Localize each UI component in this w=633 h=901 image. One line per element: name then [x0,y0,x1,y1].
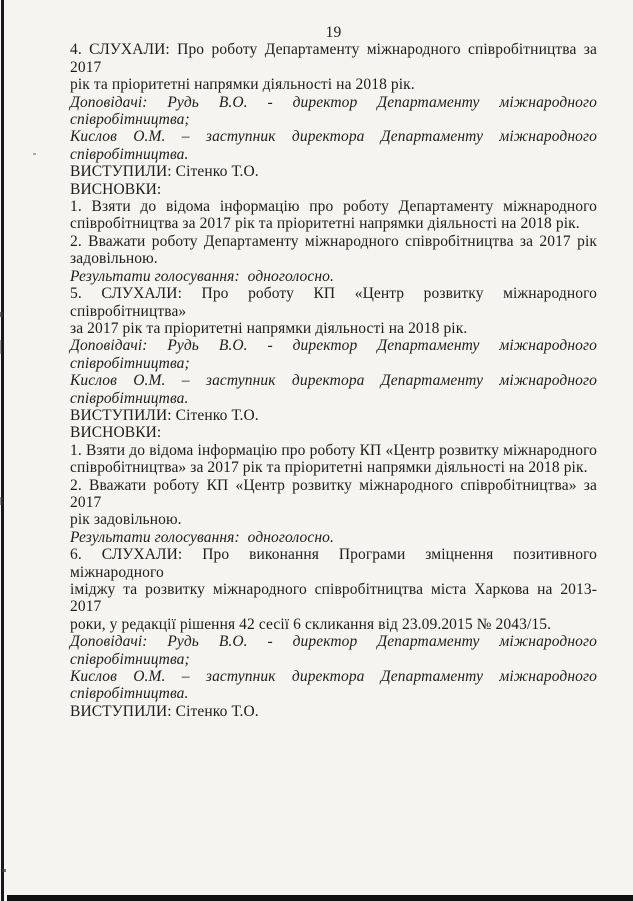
item4-spoke: ВИСТУПИЛИ: Сітенко Т.О. [70,163,259,181]
text-line: співробітництва за 2017 рік та пріоритетні напрямки діяльності на 2018 рік. [70,215,580,233]
text-line: співробітництва» за 2017 рік та пріоритетні напрямки діяльності на 2018 рік. [70,459,588,477]
text-line: 1. Взяти до відома інформацію про роботу КП «Центр розвитку міжнародного [70,441,597,459]
page-number: 19 [325,24,342,41]
item4-conclusions-label: ВИСНОВКИ: [70,180,162,198]
text-line: співробітництва; [70,111,190,129]
text-line: за 2017 рік та пріоритетні напрямки діяльності на 2018 рік. [70,319,468,337]
text-line: Доповідачі: Рудь В.О. - директор Департаменту міжнародного [70,633,597,651]
scan-speck [2,869,6,872]
text-line: задовільною. [70,250,158,268]
text-line: 5. СЛУХАЛИ: Про роботу КП «Центр розвитку міжнародного співробітництва» [70,285,597,320]
text-line: Доповідачі: Рудь В.О. - директор Департаменту міжнародного [70,337,597,355]
item4-speakers [70,94,597,164]
text-line: Доповідачі: Рудь В.О. - директор Департаменту міжнародного [70,93,597,111]
text-line: Кислов О.М. – заступник директора Департаменту міжнародного [70,128,597,146]
scan-left-edge-artifact [1,0,4,901]
text-line: рік задовільною. [70,511,182,529]
item4-heading [70,41,597,93]
text-line: рік та пріоритетні напрямки діяльності на 2018 рік. [70,76,415,94]
item4-conclusions [70,198,597,268]
document-content [70,24,597,720]
item5-conclusions [70,442,597,529]
scan-speck [0,497,3,505]
item5-vote-result: Результати голосування: одноголосно. [70,528,335,546]
text-line: співробітництва. [70,685,189,703]
item5-conclusions-label: ВИСНОВКИ: [70,424,162,442]
text-line: 6. СЛУХАЛИ: Про виконання Програми зміцнення позитивного міжнародного [70,546,597,581]
item6-heading [70,546,597,633]
text-line: 2. Вважати роботу КП «Центр розвитку міжнародного співробітництва» за 2017 [70,476,597,511]
scan-bottom-edge-artifact [7,895,633,901]
item6-speakers [70,633,597,703]
scan-speck [0,340,2,354]
item5-heading [70,285,597,337]
item5-speakers [70,337,597,407]
item6-spoke: ВИСТУПИЛИ: Сітенко Т.О. [70,702,259,720]
text-line: 4. СЛУХАЛИ: Про роботу Департаменту міжнародного співробітництва за 2017 [70,41,597,76]
text-line: співробітництва; [70,354,190,372]
text-line: Кислов О.М. – заступник директора Департаменту міжнародного [70,372,597,390]
item4-vote-result: Результати голосування: одноголосно. [70,267,335,285]
text-line: 1. Взяти до відома інформацію про роботу Департаменту міжнародного [70,198,597,216]
text-line: співробітництва; [70,650,190,668]
text-line: співробітництва. [70,145,189,163]
text-line: роки, у редакції рішення 42 сесії 6 скликання від 23.09.2015 № 2043/15. [70,615,552,633]
text-line: 2. Вважати роботу Департаменту міжнародного співробітництва за 2017 рік [70,232,597,250]
scan-speck [33,153,36,155]
text-line: Кислов О.М. – заступник директора Департаменту міжнародного [70,668,597,686]
item5-spoke: ВИСТУПИЛИ: Сітенко Т.О. [70,406,259,424]
scan-speck [0,312,3,317]
text-line: співробітництва. [70,389,189,407]
text-line: іміджу та розвитку міжнародного співробітництва міста Харкова на 2013-2017 [70,581,597,616]
